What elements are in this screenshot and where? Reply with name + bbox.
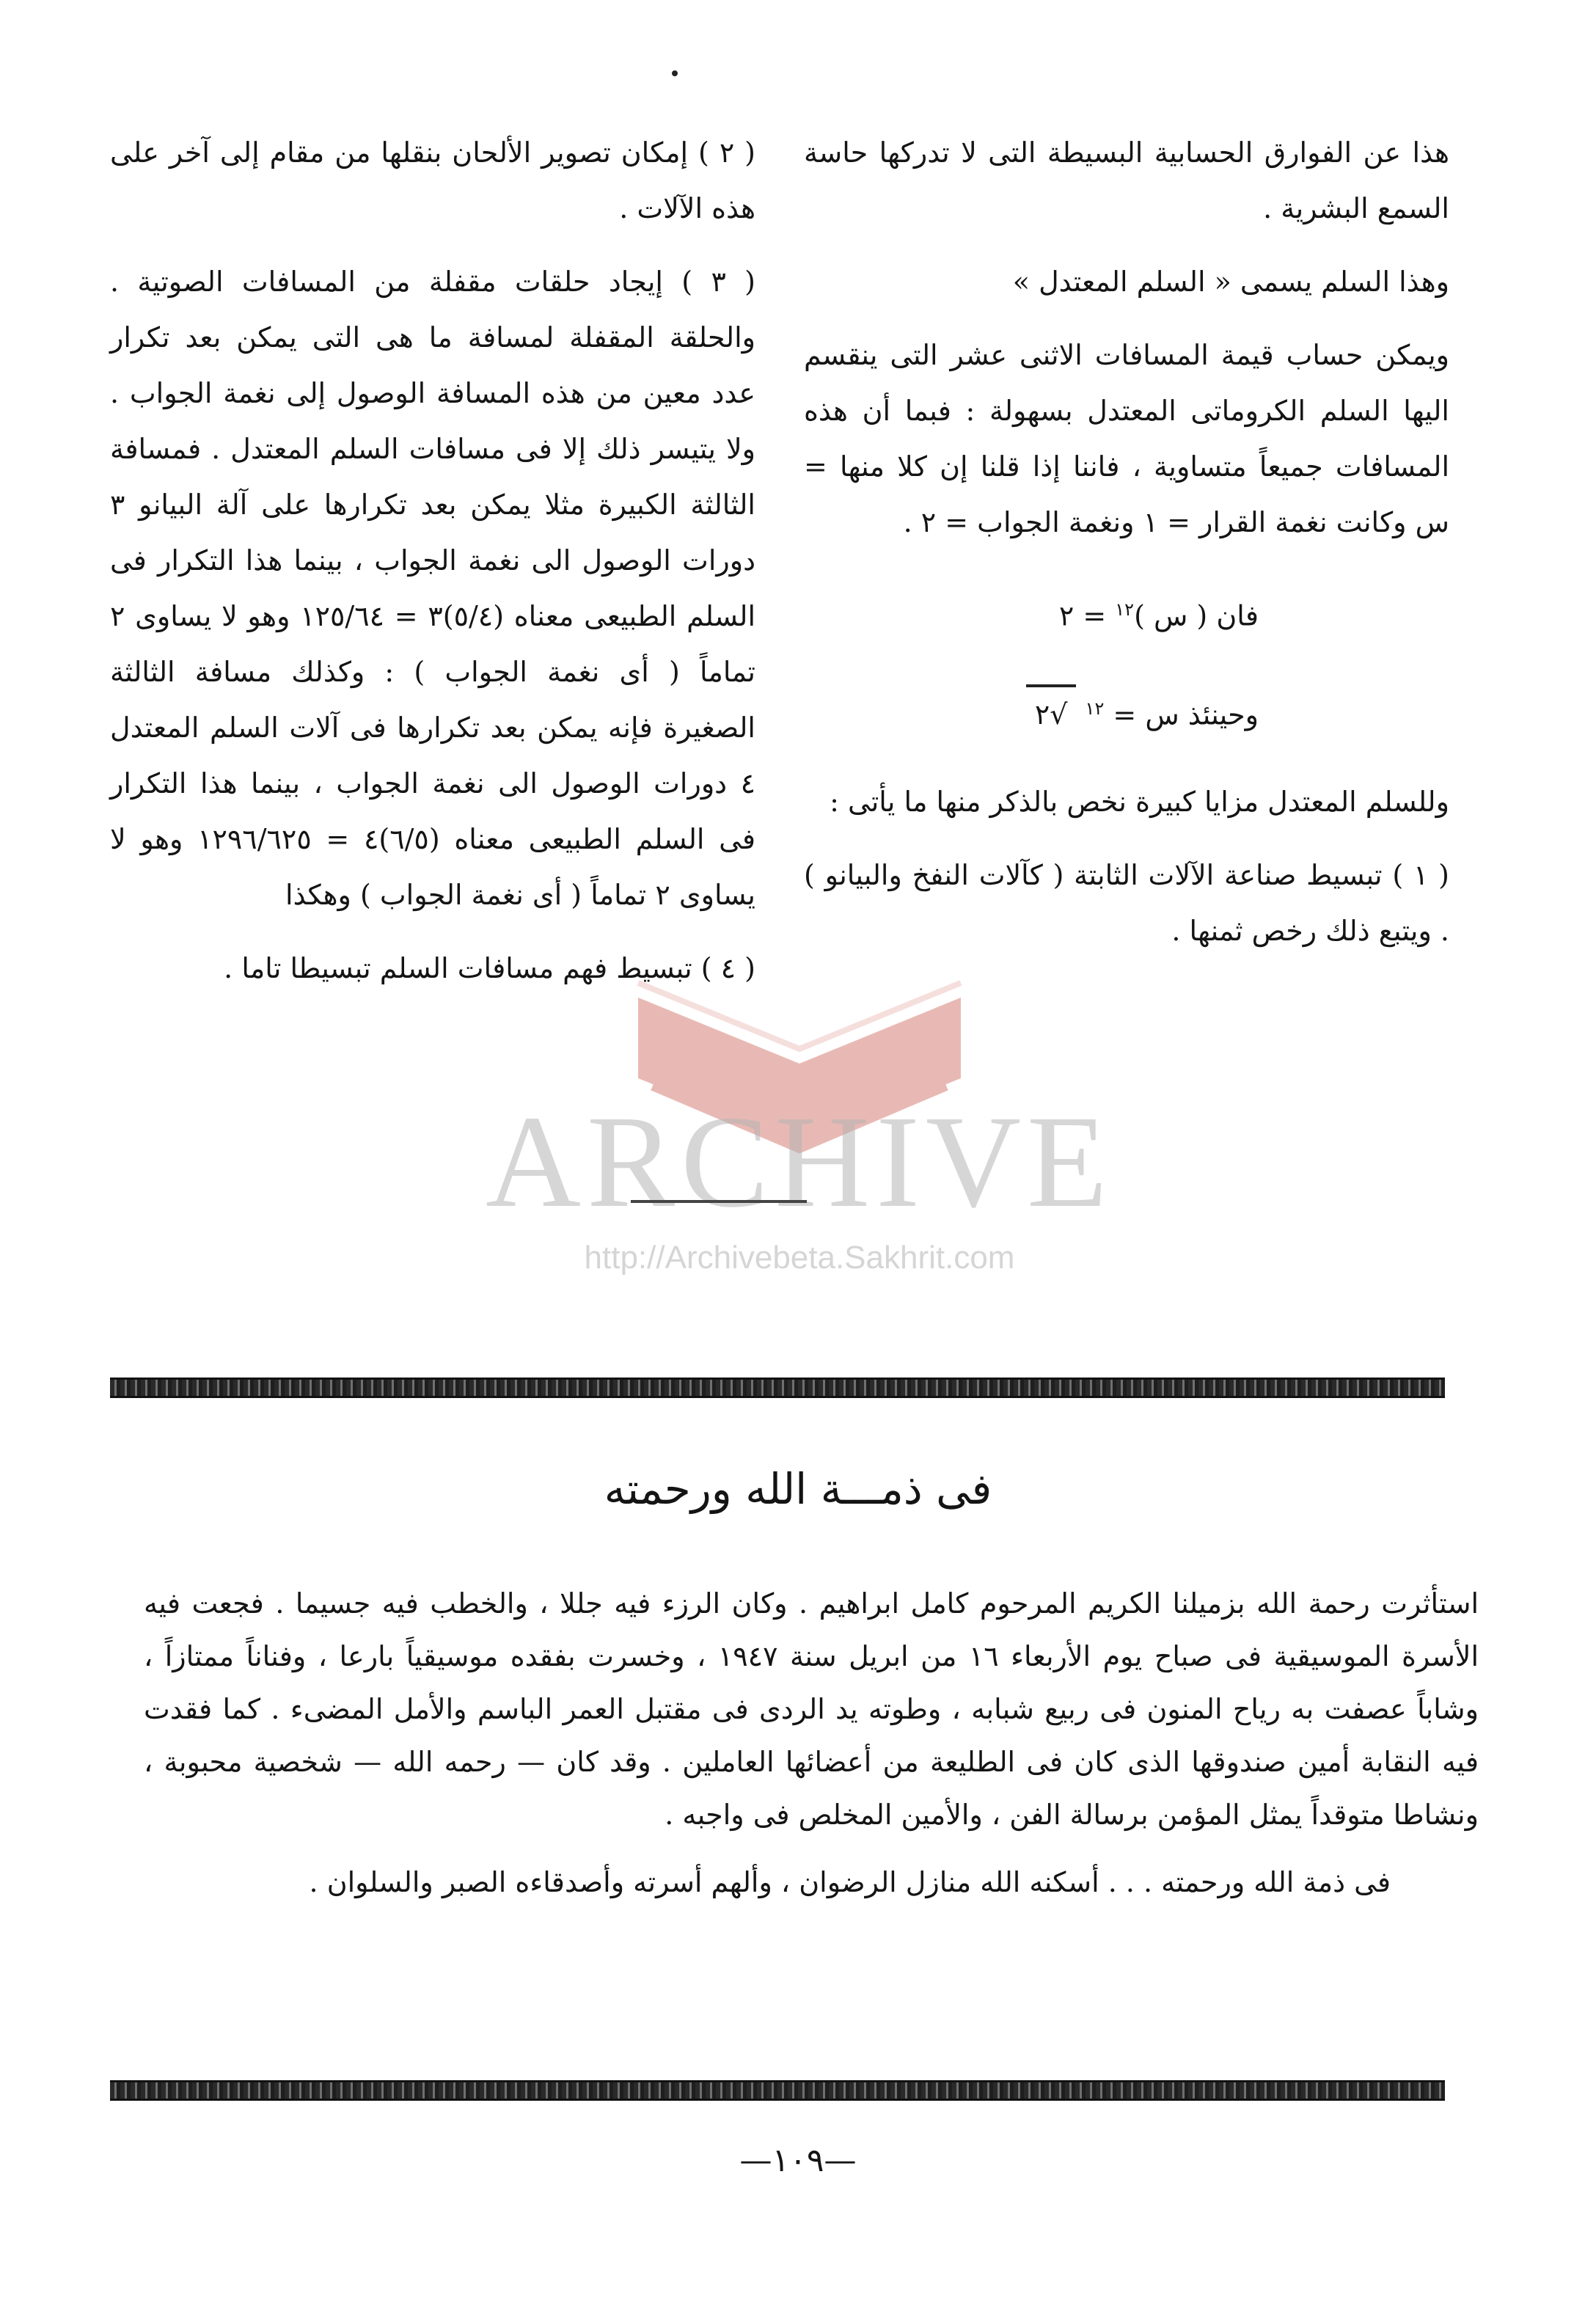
formula-suffix: = ٢ xyxy=(1058,599,1107,632)
print-speck xyxy=(672,70,678,76)
formula-exponent: ١٢ xyxy=(1115,599,1135,620)
paragraph: ( ٤ ) تبسيط فهم مسافات السلم تبسيطا تاما . xyxy=(224,952,755,984)
paragraph: ( ٢ ) إمكان تصوير الألحان بنقلها من مقام إلى آخر على هذه الآلات . xyxy=(110,136,756,224)
paragraph: فى ذمة الله ورحمته . . . أسكنه الله منازل الرضوان ، وألهم أسرته وأصدقاءه الصبر والسلوان . xyxy=(309,1866,1391,1898)
paragraph: ( ١ ) تبسيط صناعة الآلات الثابتة ( كآلات النفخ والبيانو ) . ويتبع ذلك رخص ثمنها . xyxy=(804,859,1449,948)
formula-prefix: فان ( س ) xyxy=(1134,599,1259,632)
radical-sign: √٢ xyxy=(1026,681,1077,747)
ornamental-rule-bottom xyxy=(110,2080,1445,2101)
paragraph: ( ٣ ) إيجاد حلقات مقفلة من المسافات الصوتية . والحلقة المقفلة لمسافة ما هى التى يمكن بعد تكرار عدد معين من هذه المسافة الوصول إلى نغمة الجواب . ولا يتيسر ذلك إلا فى مسافات السلم المعتدل . فمسافة الثالثة الكبيرة مثلا يمكن بعد تكرارها على آلة البيانو ٣ دورات الوصول الى نغمة الجواب ، بينما هذا التكرار فى السلم الطبيعى معناه (٥/٤)٣ = ١٢٥/٦٤ وهو لا يساوى ٢ تماماً ( أى نغمة الجواب ) : وكذلك مسافة الثالثة الصغيرة فإنه يمكن بعد تكرارها فى آلات السلم المعتدل ٤ دورات الوصول الى نغمة الجواب ، بينما هذا التكرار فى السلم الطبيعى معناه (٦/٥)٤ = ١٢٩٦/٦٢٥ وهو لا يساوى ٢ تماماً ( أى نغمة الجواب ) وهكذا xyxy=(110,266,756,911)
watermark-url: http://Archivebeta.Sakhrit.com xyxy=(584,1240,1015,1276)
formula-power xyxy=(804,577,1449,649)
formula-root xyxy=(804,676,1449,748)
right-column xyxy=(804,125,1449,976)
paragraph: وللسلم المعتدل مزايا كبيرة نخص بالذكر منها ما يأتى : xyxy=(830,786,1449,819)
paragraph: ويمكن حساب قيمة المسافات الاثنى عشر التى ينقسم اليها السلم الكروماتى المعتدل بسهولة : فبما أن هذه المسافات جميعاً متساوية ، فاننا إذا قلنا إن كلا منها = س وكانت نغمة القرار = ١ ونغمة الجواب = ٢ . xyxy=(804,339,1449,538)
left-column xyxy=(110,125,755,1014)
obituary-body xyxy=(144,1577,1479,1923)
formula-prefix: وحينئذ س = xyxy=(1113,698,1259,731)
paragraph: هذا عن الفوارق الحسابية البسيطة التى لا تدركها حاسة السمع البشرية . xyxy=(804,136,1449,224)
section-divider xyxy=(631,1200,807,1203)
paragraph: استأثرت رحمة الله بزميلنا الكريم المرحوم كامل ابراهيم . وكان الرزء فيه جللا ، والخطب فيه جسيما . فجعت فيه الأسرة الموسيقية فى صباح يوم الأربعاء ١٦ من ابريل سنة ١٩٤٧ ، وخسرت بفقده موسيقياً بارعا ، وفناناً ممتازاً ، وشاباً عصفت به رياح المنون فى ربيع شبابه ، وطوته يد الردى فى مقتبل العمر الباسم والأمل المضىء . كما فقدت فيه النقابة أمين صندوقها الذى كان فى الطليعة من أعضائها العاملين . وقد كان — رحمه الله — شخصية محبوبة ، ونشاطا متوقداً يمثل المؤمن برسالة الفن ، والأمين المخلص فى واجبه . xyxy=(144,1587,1479,1831)
paragraph: وهذا السلم يسمى « السلم المعتدل » xyxy=(1012,266,1449,298)
watermark-text: ARCHIVE xyxy=(486,1089,1113,1234)
obituary-heading: فى ذمـــة الله ورحمته xyxy=(604,1464,992,1514)
page-number: —١٠٩— xyxy=(739,2142,857,2179)
root-index: ١٢ xyxy=(1085,698,1105,719)
ornamental-rule-top xyxy=(110,1378,1445,1398)
radicand: ٢ xyxy=(1034,698,1050,731)
